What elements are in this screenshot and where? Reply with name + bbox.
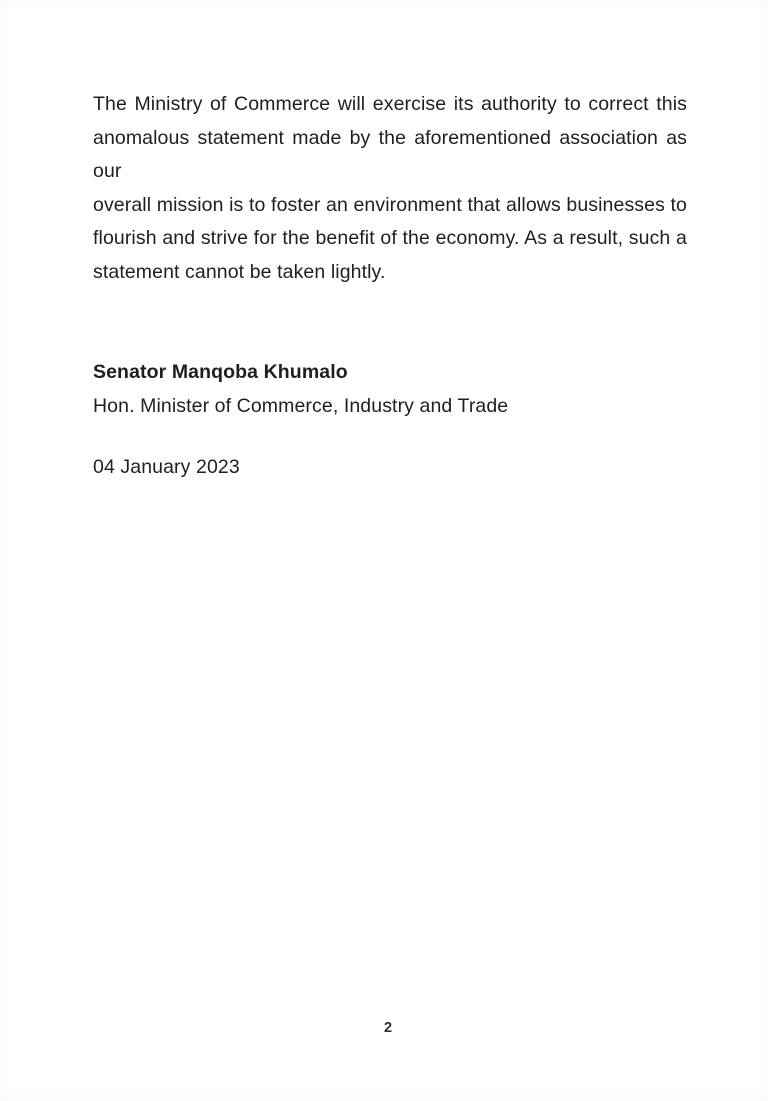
signatory-name: Senator Manqoba Khumalo — [93, 361, 348, 383]
page-footer — [0, 1019, 768, 1037]
paragraph-line: anomalous statement made by the aforementioned association as our — [93, 126, 687, 182]
paragraph-line: statement cannot be taken lightly. — [93, 260, 386, 283]
paragraph-line: flourish and strive for the benefit of the economy. As a result, such a — [93, 227, 687, 249]
document-date: 04 January 2023 — [93, 456, 240, 478]
paragraph-line: overall mission is to foster an environment that allows businesses to — [93, 193, 687, 216]
document-body — [93, 88, 687, 485]
signatory-title: Hon. Minister of Commerce, Industry and Trade — [93, 394, 509, 417]
paragraph-line: The Ministry of Commerce will exercise its authority to correct this — [93, 93, 687, 115]
page-number: 2 — [383, 1020, 393, 1036]
body-paragraph — [93, 88, 687, 289]
